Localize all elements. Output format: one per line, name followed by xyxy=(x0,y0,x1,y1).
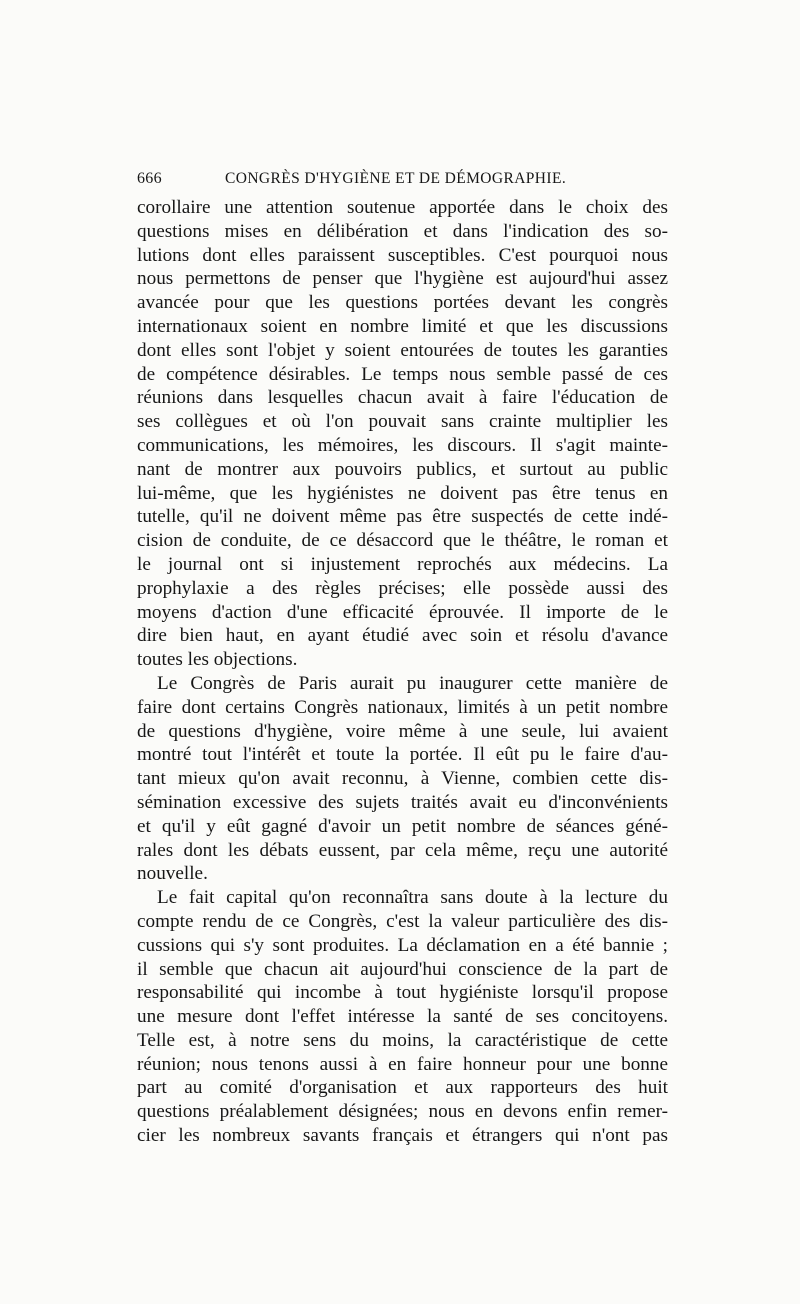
running-title: CONGRÈS D'HYGIÈNE ET DE DÉMOGRAPHIE. xyxy=(225,170,567,187)
paragraph xyxy=(137,196,668,672)
text-line: lutions dont elles paraissent susceptibles. C'est pourquoi nous xyxy=(137,244,668,266)
text-line: nouvelle. xyxy=(137,863,208,885)
text-line: cussions qui s'y sont produites. La déclamation en a été bannie ; xyxy=(137,934,668,956)
text-line: montré tout l'intérêt et toute la portée. Il eût pu le faire d'au- xyxy=(137,744,668,766)
text-line: de questions d'hygiène, voire même à une seule, lui avaient xyxy=(137,720,668,742)
text-line: nous permettons de penser que l'hygiène est aujourd'hui assez xyxy=(137,268,668,290)
page-number: 666 xyxy=(137,170,162,187)
text-line: tutelle, qu'il ne doivent même pas être suspectés de cette indé- xyxy=(137,506,668,528)
text-line: le journal ont si injustement reprochés aux médecins. La xyxy=(137,553,668,575)
paragraph xyxy=(137,672,668,886)
text-line: questions mises en délibération et dans l'indication des so- xyxy=(137,220,668,242)
text-line: Telle est, à notre sens du moins, la caractéristique de cette xyxy=(137,1029,668,1051)
text-line: toutes les objections. xyxy=(137,649,298,671)
text-line: cision de conduite, de ce désaccord que le théâtre, le roman et xyxy=(137,530,668,552)
text-line: internationaux soient en nombre limité et que les discussions xyxy=(137,315,668,337)
text-line: tant mieux qu'on avait reconnu, à Vienne, combien cette dis- xyxy=(137,768,668,790)
text-line: réunion; nous tenons aussi à en faire honneur pour une bonne xyxy=(137,1053,668,1075)
text-line: et qu'il y eût gagné d'avoir un petit nombre de séances géné- xyxy=(137,815,668,837)
text-line: nant de montrer aux pouvoirs publics, et surtout au public xyxy=(137,458,668,480)
text-line: part au comité d'organisation et aux rapporteurs des huit xyxy=(137,1077,668,1099)
text-line: dire bien haut, en ayant étudié avec soin et résolu d'avance xyxy=(137,625,668,647)
paragraph xyxy=(137,886,668,1148)
text-line: moyens d'action d'une efficacité éprouvée. Il importe de le xyxy=(137,601,668,623)
text-line: de compétence désirables. Le temps nous semble passé de ces xyxy=(137,363,668,385)
text-line: réunions dans lesquelles chacun avait à faire l'éducation de xyxy=(137,387,668,409)
text-line: corollaire une attention soutenue apportée dans le choix des xyxy=(137,197,668,218)
text-line: une mesure dont l'effet intéresse la santé de ses concitoyens. xyxy=(137,1006,668,1028)
text-line: questions préalablement désignées; nous en devons enfin remer- xyxy=(137,1101,668,1123)
text-line: Le fait capital qu'on reconnaîtra sans doute à la lecture du xyxy=(157,887,668,909)
text-line: prophylaxie a des règles précises; elle possède aussi des xyxy=(137,577,668,599)
text-line: compte rendu de ce Congrès, c'est la valeur particulière des dis- xyxy=(137,910,668,932)
text-line: avancée pour que les questions portées devant les congrès xyxy=(137,292,668,314)
text-line: sémination excessive des sujets traités avait eu d'inconvénients xyxy=(137,791,668,813)
text-line: lui-même, que les hygiénistes ne doivent pas être tenus en xyxy=(137,482,668,504)
text-line: rales dont les débats eussent, par cela même, reçu une autorité xyxy=(137,839,668,861)
text-line: communications, les mémoires, les discours. Il s'agit mainte- xyxy=(137,434,668,456)
text-line: cier les nombreux savants français et étrangers qui n'ont pas xyxy=(137,1125,668,1147)
text-line: faire dont certains Congrès nationaux, limités à un petit nombre xyxy=(137,696,668,718)
text-line: responsabilité qui incombe à tout hygiéniste lorsqu'il propose xyxy=(137,982,668,1004)
body-text xyxy=(137,196,668,1148)
text-line: il semble que chacun ait aujourd'hui conscience de la part de xyxy=(137,958,668,980)
text-line: Le Congrès de Paris aurait pu inaugurer cette manière de xyxy=(157,672,668,694)
running-header xyxy=(137,170,667,194)
text-line: dont elles sont l'objet y soient entourées de toutes les garanties xyxy=(137,339,668,361)
text-line: ses collègues et où l'on pouvait sans crainte multiplier les xyxy=(137,411,668,433)
